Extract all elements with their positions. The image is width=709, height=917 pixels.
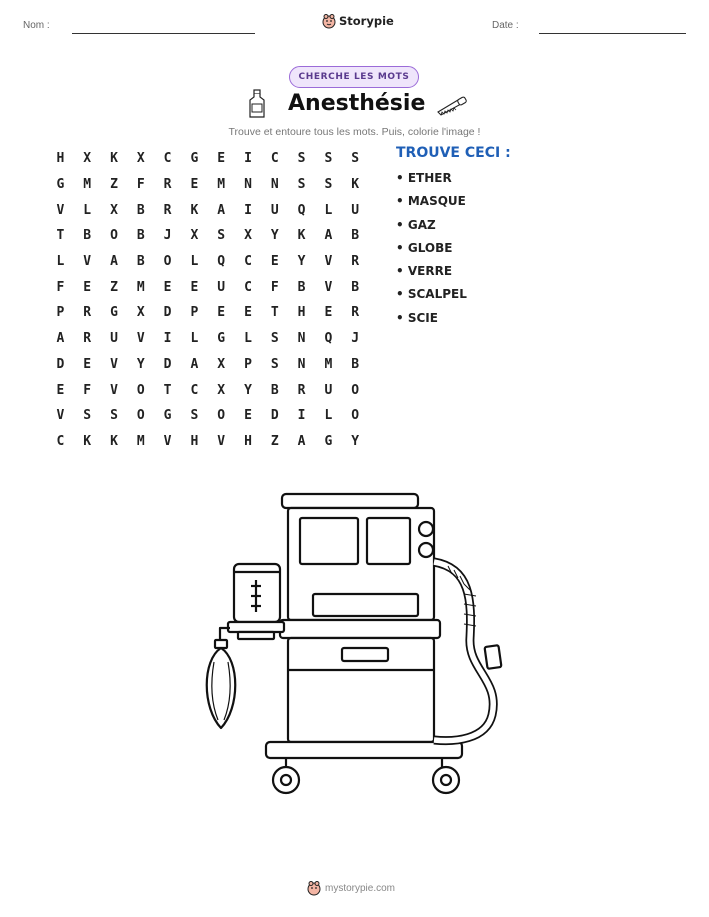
- grid-cell[interactable]: L: [190, 331, 199, 347]
- grid-cell[interactable]: C: [56, 433, 65, 449]
- grid-cell[interactable]: G: [110, 305, 118, 321]
- grid-cell[interactable]: U: [110, 331, 118, 347]
- grid-cell[interactable]: R: [83, 305, 92, 321]
- grid-cell[interactable]: X: [217, 382, 226, 398]
- grid-cell[interactable]: P: [56, 305, 65, 321]
- grid-cell[interactable]: Y: [297, 254, 306, 270]
- grid-cell[interactable]: G: [56, 177, 65, 193]
- grid-cell[interactable]: R: [163, 177, 172, 193]
- grid-cell[interactable]: L: [56, 254, 65, 270]
- grid-cell[interactable]: P: [244, 356, 252, 372]
- grid-cell[interactable]: G: [217, 331, 226, 347]
- grid-cell[interactable]: F: [83, 382, 92, 398]
- grid-cell[interactable]: J: [351, 331, 360, 347]
- word-list: [396, 171, 467, 334]
- grid-cell[interactable]: K: [83, 433, 92, 449]
- word-list-item: • MASQUE: [396, 194, 466, 209]
- grid-cell[interactable]: M: [136, 433, 145, 449]
- grid-cell[interactable]: U: [217, 279, 226, 295]
- grid-cell[interactable]: L: [244, 331, 252, 347]
- brand-name: Storypie: [339, 14, 394, 28]
- word-list-item: • GLOBE: [396, 240, 453, 255]
- word-list-item: • VERRE: [396, 264, 453, 279]
- grid-cell[interactable]: U: [324, 382, 333, 398]
- grid-cell[interactable]: O: [351, 382, 360, 398]
- grid-cell[interactable]: E: [190, 279, 199, 295]
- grid-cell[interactable]: B: [351, 279, 360, 295]
- grid-cell[interactable]: M: [217, 177, 226, 193]
- word-list-item: • SCIE: [396, 310, 438, 325]
- grid-cell[interactable]: B: [136, 202, 145, 218]
- word-list-item: • SCALPEL: [396, 287, 467, 302]
- grid-cell[interactable]: X: [83, 151, 92, 167]
- grid-cell[interactable]: E: [83, 356, 92, 372]
- grid-cell[interactable]: E: [244, 305, 252, 321]
- grid-cell[interactable]: V: [136, 331, 145, 347]
- grid-cell[interactable]: C: [244, 279, 252, 295]
- grid-cell[interactable]: Q: [324, 331, 333, 347]
- grid-cell[interactable]: R: [163, 202, 172, 218]
- word-list-item: • GAZ: [396, 217, 436, 232]
- grid-cell[interactable]: B: [351, 228, 360, 244]
- grid-cell[interactable]: I: [163, 331, 172, 347]
- word-list-item: • ETHER: [396, 171, 452, 185]
- footer: [307, 880, 395, 896]
- grid-cell[interactable]: B: [297, 279, 306, 295]
- grid-cell[interactable]: S: [324, 151, 333, 167]
- grid-cell[interactable]: L: [190, 254, 199, 270]
- grid-cell[interactable]: S: [83, 408, 92, 424]
- grid-cell[interactable]: B: [136, 254, 145, 270]
- date-line[interactable]: [539, 33, 686, 34]
- grid-cell[interactable]: C: [244, 254, 252, 270]
- grid-cell[interactable]: E: [244, 408, 252, 424]
- grid-cell[interactable]: A: [324, 228, 333, 244]
- grid-cell[interactable]: B: [270, 382, 279, 398]
- grid-cell[interactable]: C: [190, 382, 199, 398]
- grid-cell[interactable]: H: [190, 433, 199, 449]
- grid-cell[interactable]: S: [270, 331, 279, 347]
- grid-cell[interactable]: X: [136, 151, 145, 167]
- grid-cell[interactable]: S: [190, 408, 199, 424]
- grid-cell[interactable]: R: [351, 254, 360, 270]
- grid-cell[interactable]: F: [136, 177, 145, 193]
- grid-cell[interactable]: F: [56, 279, 65, 295]
- grid-cell[interactable]: S: [217, 228, 226, 244]
- grid-cell[interactable]: Z: [110, 279, 118, 295]
- grid-cell[interactable]: V: [217, 433, 226, 449]
- grid-cell[interactable]: V: [83, 254, 92, 270]
- grid-cell[interactable]: O: [136, 408, 145, 424]
- grid-cell[interactable]: S: [351, 151, 360, 167]
- name-label: Nom :: [23, 20, 50, 31]
- grid-cell[interactable]: G: [190, 151, 199, 167]
- grid-cell[interactable]: X: [110, 202, 118, 218]
- grid-cell[interactable]: D: [163, 305, 172, 321]
- grid-cell[interactable]: V: [110, 382, 118, 398]
- instructions: Trouve et entoure tous les mots. Puis, colorie l'image !: [228, 126, 481, 138]
- grid-cell[interactable]: Z: [110, 177, 118, 193]
- grid-cell[interactable]: E: [270, 254, 279, 270]
- grid-cell[interactable]: R: [351, 305, 360, 321]
- grid-cell[interactable]: O: [163, 254, 172, 270]
- grid-cell[interactable]: Y: [136, 356, 145, 372]
- grid-cell[interactable]: G: [163, 408, 172, 424]
- grid-cell[interactable]: Y: [270, 228, 279, 244]
- grid-cell[interactable]: R: [83, 331, 92, 347]
- grid-cell[interactable]: I: [244, 151, 252, 167]
- grid-cell[interactable]: L: [324, 202, 333, 218]
- grid-cell[interactable]: M: [83, 177, 92, 193]
- grid-cell[interactable]: O: [351, 408, 360, 424]
- grid-cell[interactable]: E: [217, 151, 226, 167]
- grid-cell[interactable]: K: [351, 177, 360, 193]
- grid-cell[interactable]: S: [324, 177, 333, 193]
- grid-cell[interactable]: Q: [217, 254, 226, 270]
- grid-cell[interactable]: A: [217, 202, 226, 218]
- grid-cell[interactable]: M: [136, 279, 145, 295]
- word-search-grid[interactable]: [47, 146, 369, 454]
- grid-cell[interactable]: I: [244, 202, 252, 218]
- grid-cell[interactable]: X: [136, 305, 145, 321]
- grid-cell[interactable]: E: [56, 382, 65, 398]
- grid-cell[interactable]: N: [297, 356, 306, 372]
- name-line[interactable]: [72, 33, 255, 34]
- grid-cell[interactable]: Q: [297, 202, 306, 218]
- grid-cell[interactable]: I: [297, 408, 306, 424]
- grid-cell[interactable]: K: [110, 151, 118, 167]
- medicine-bottle-icon: [248, 89, 266, 119]
- grid-cell[interactable]: G: [324, 433, 333, 449]
- grid-cell[interactable]: V: [324, 254, 333, 270]
- grid-cell[interactable]: E: [163, 279, 172, 295]
- grid-cell[interactable]: V: [324, 279, 333, 295]
- saw-icon: [436, 96, 468, 116]
- grid-cell[interactable]: O: [217, 408, 226, 424]
- grid-cell[interactable]: O: [110, 228, 118, 244]
- grid-cell[interactable]: S: [297, 151, 306, 167]
- grid-cell[interactable]: D: [163, 356, 172, 372]
- grid-cell[interactable]: N: [270, 177, 279, 193]
- grid-cell[interactable]: P: [190, 305, 199, 321]
- grid-cell[interactable]: E: [190, 177, 199, 193]
- grid-cell[interactable]: T: [270, 305, 279, 321]
- grid-cell[interactable]: L: [83, 202, 92, 218]
- grid-cell[interactable]: H: [56, 151, 65, 167]
- grid-cell[interactable]: F: [270, 279, 279, 295]
- grid-cell[interactable]: D: [270, 408, 279, 424]
- grid-cell[interactable]: V: [110, 356, 118, 372]
- grid-cell[interactable]: B: [136, 228, 145, 244]
- grid-cell[interactable]: K: [110, 433, 118, 449]
- grid-cell[interactable]: A: [190, 356, 199, 372]
- grid-cell[interactable]: O: [136, 382, 145, 398]
- grid-cell[interactable]: D: [56, 356, 65, 372]
- grid-cell[interactable]: U: [351, 202, 360, 218]
- grid-cell[interactable]: X: [217, 356, 226, 372]
- grid-cell[interactable]: T: [56, 228, 65, 244]
- anesthesia-machine-illustration: [200, 490, 510, 800]
- grid-cell[interactable]: H: [244, 433, 252, 449]
- grid-cell[interactable]: K: [297, 228, 306, 244]
- storypie-logo-icon: [307, 880, 321, 896]
- grid-cell[interactable]: E: [83, 279, 92, 295]
- grid-cell[interactable]: Z: [270, 433, 279, 449]
- grid-cell[interactable]: L: [324, 408, 333, 424]
- page-title: Anesthésie: [288, 91, 426, 116]
- footer-url[interactable]: mystorypie.com: [325, 882, 396, 894]
- grid-cell[interactable]: A: [56, 331, 65, 347]
- grid-cell[interactable]: E: [324, 305, 333, 321]
- grid-cell[interactable]: Y: [244, 382, 252, 398]
- grid-cell[interactable]: J: [163, 228, 172, 244]
- grid-cell[interactable]: T: [163, 382, 172, 398]
- grid-cell[interactable]: A: [110, 254, 118, 270]
- grid-cell[interactable]: V: [163, 433, 172, 449]
- grid-cell[interactable]: V: [56, 408, 65, 424]
- grid-cell[interactable]: M: [324, 356, 333, 372]
- grid-cell[interactable]: K: [190, 202, 199, 218]
- brand-logo: [322, 13, 394, 29]
- grid-cell[interactable]: V: [56, 202, 65, 218]
- grid-cell[interactable]: C: [270, 151, 279, 167]
- grid-cell[interactable]: B: [83, 228, 92, 244]
- grid-cell[interactable]: S: [297, 177, 306, 193]
- grid-cell[interactable]: E: [217, 305, 226, 321]
- grid-cell[interactable]: N: [297, 331, 306, 347]
- grid-cell[interactable]: B: [351, 356, 360, 372]
- category-badge: CHERCHE LES MOTS: [289, 66, 419, 88]
- date-label: Date :: [492, 20, 519, 31]
- grid-cell[interactable]: R: [297, 382, 306, 398]
- grid-cell[interactable]: C: [163, 151, 172, 167]
- grid-cell[interactable]: X: [244, 228, 252, 244]
- grid-cell[interactable]: H: [297, 305, 306, 321]
- word-list-title: TROUVE CECI :: [396, 145, 511, 161]
- grid-cell[interactable]: N: [244, 177, 252, 193]
- grid-cell[interactable]: Y: [351, 433, 360, 449]
- grid-cell[interactable]: X: [190, 228, 199, 244]
- grid-cell[interactable]: U: [270, 202, 279, 218]
- storypie-logo-icon: [322, 13, 336, 29]
- grid-cell[interactable]: S: [270, 356, 279, 372]
- grid-cell[interactable]: A: [297, 433, 306, 449]
- grid-cell[interactable]: S: [110, 408, 118, 424]
